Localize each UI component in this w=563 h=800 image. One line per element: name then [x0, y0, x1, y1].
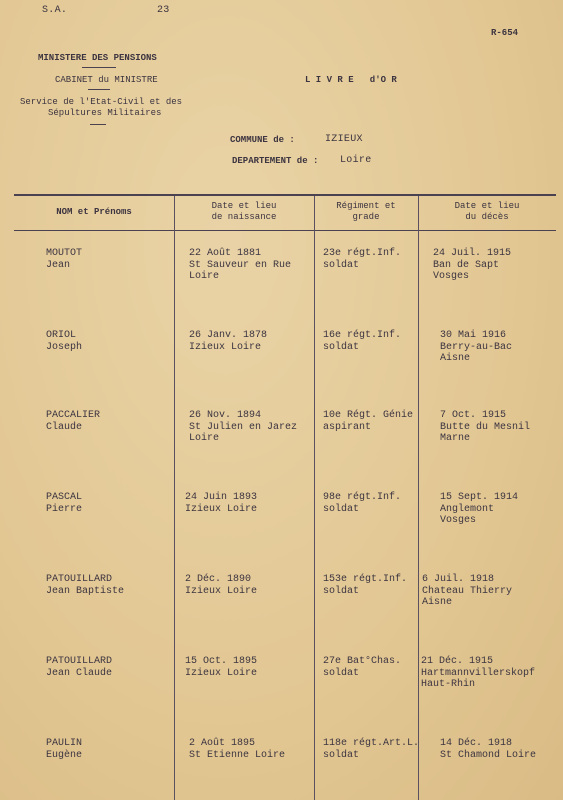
cell-death: 24 Juil. 1915 Ban de Sapt Vosges	[433, 248, 512, 282]
cell-name: PATOUILLARD Jean Claude	[46, 656, 113, 679]
cell-regiment: 153e régt.Inf. soldat	[323, 574, 408, 597]
sa-mark: S.A.	[42, 5, 68, 16]
table-top-rule	[14, 194, 556, 196]
commune-label: COMMUNE de :	[230, 135, 295, 145]
cell-death: 21 Déc. 1915 Hartmannvillerskopf Haut-Rhin	[421, 656, 536, 690]
column-header-death: Date et lieu du décès	[454, 201, 520, 222]
table-header-rule	[14, 230, 556, 231]
cell-birth: 26 Nov. 1894 St Julien en Jarez Loire	[189, 410, 298, 444]
reference-number: R-654	[491, 28, 519, 38]
book-title: L I V R E d'O R	[305, 75, 397, 85]
page-number: 23	[157, 5, 170, 16]
column-divider	[174, 196, 175, 800]
cell-birth: 24 Juin 1893 Izieux Loire	[185, 492, 258, 515]
column-divider	[314, 196, 315, 800]
cell-name: MOUTOT Jean	[46, 248, 83, 271]
cell-regiment: 23e régt.Inf. soldat	[323, 248, 402, 271]
column-header-name: NOM et Prénoms	[56, 207, 132, 217]
separator-dash	[90, 124, 106, 125]
cell-name: ORIOL Joseph	[46, 330, 83, 353]
cell-regiment: 27e Bat°Chas. soldat	[323, 656, 402, 679]
column-header-birth: Date et lieu de naissance	[211, 201, 277, 222]
cell-regiment: 16e régt.Inf. soldat	[323, 330, 402, 353]
column-header-regiment: Régiment et grade	[336, 201, 396, 222]
cell-death: 7 Oct. 1915 Butte du Mesnil Marne	[440, 410, 531, 444]
ministry-title: MINISTERE DES PENSIONS	[38, 53, 157, 63]
cell-death: 6 Juil. 1918 Chateau Thierry Aisne	[422, 574, 513, 608]
cell-birth: 22 Août 1881 St Sauveur en Rue Loire	[189, 248, 292, 282]
cell-name: PAULIN Eugène	[46, 738, 83, 761]
cell-birth: 2 Août 1895 St Etienne Loire	[189, 738, 286, 761]
cell-regiment: 118e régt.Art.L. soldat	[323, 738, 420, 761]
cell-birth: 2 Déc. 1890 Izieux Loire	[185, 574, 258, 597]
cell-name: PATOUILLARD Jean Baptiste	[46, 574, 125, 597]
departement-label: DEPARTEMENT de :	[232, 156, 319, 166]
service-line-1: Service de l'Etat-Civil et des	[20, 97, 183, 107]
cell-birth: 26 Janv. 1878 Izieux Loire	[189, 330, 268, 353]
separator-dash	[88, 89, 110, 90]
commune-value: IZIEUX	[325, 134, 363, 145]
cell-name: PACCALIER Claude	[46, 410, 101, 433]
cell-regiment: 98e régt.Inf. soldat	[323, 492, 402, 515]
column-divider	[418, 196, 419, 800]
cell-death: 30 Mai 1916 Berry-au-Bac Aisne	[440, 330, 513, 364]
cell-regiment: 10e Régt. Génie aspirant	[323, 410, 414, 433]
cell-death: 15 Sept. 1914 Anglemont Vosges	[440, 492, 519, 526]
cell-name: PASCAL Pierre	[46, 492, 83, 515]
separator-dash	[82, 67, 116, 68]
cell-death: 14 Déc. 1918 St Chamond Loire	[440, 738, 537, 761]
cabinet-title: CABINET du MINISTRE	[55, 75, 158, 85]
cell-birth: 15 Oct. 1895 Izieux Loire	[185, 656, 258, 679]
departement-value: Loire	[340, 155, 372, 166]
service-line-2: Sépultures Militaires	[48, 108, 162, 118]
